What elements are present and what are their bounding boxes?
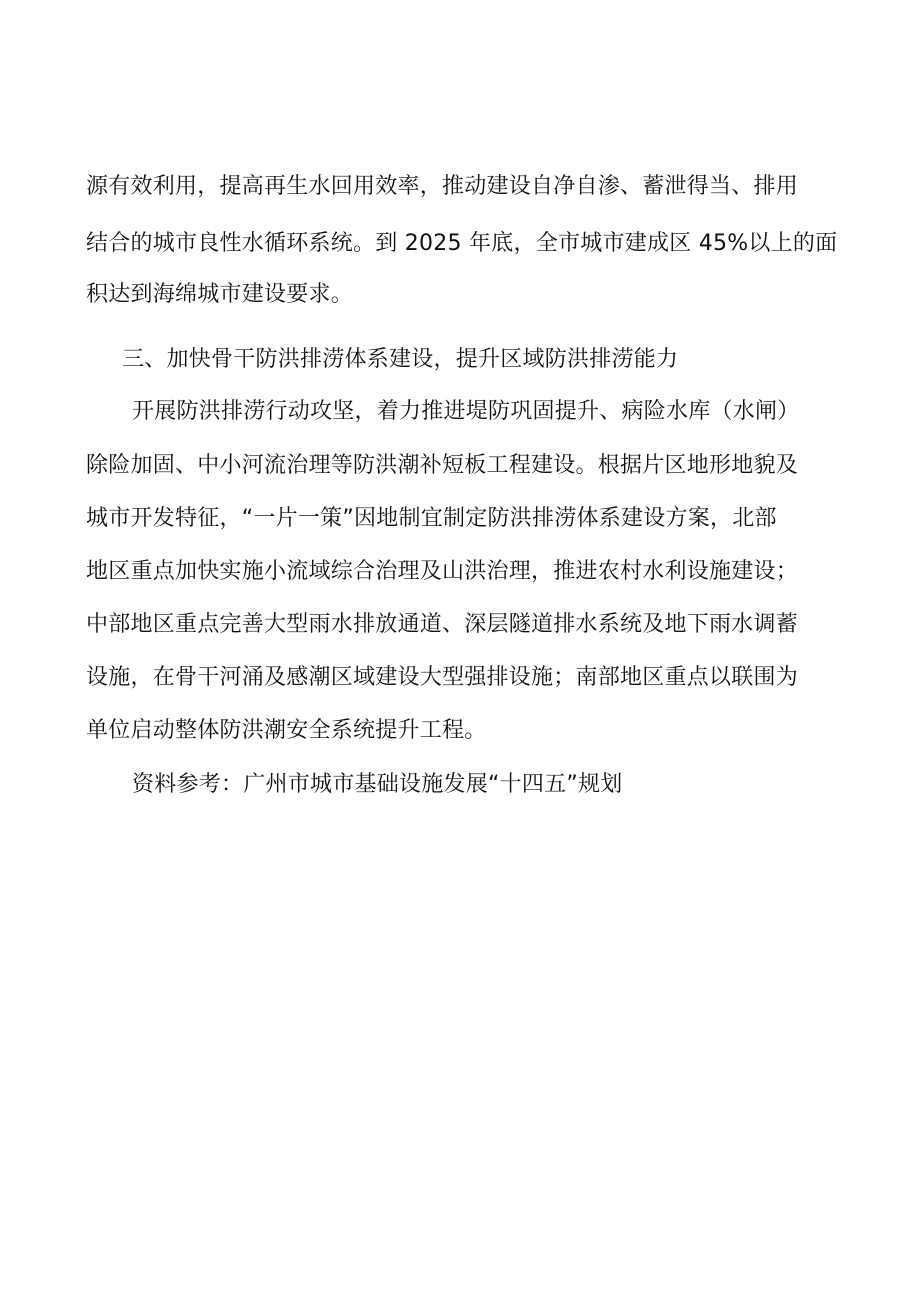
paragraph-line: 中部地区重点完善大型雨水排放通道、深层隧道排水系统及地下雨水调蓄 [86,612,799,637]
paragraph-line: 地区重点加快实施小流域综合治理及山洪治理，推进农村水利设施建设； [86,559,799,584]
paragraph-line: 积达到海绵城市建设要求。 [86,282,354,307]
paragraph-line: 除险加固、中小河流治理等防洪潮补短板工程建设。根据片区地形地貌及 [86,453,799,478]
paragraph-line: 源有效利用，提高再生水回用效率，推动建设自净自渗、蓄泄得当、排用 [86,174,799,199]
paragraph-line: 设施，在骨干河涌及感潮区域建设大型强排设施；南部地区重点以联围为 [86,665,799,690]
reference-note: 资料参考：广州市城市基础设施发展“十四五”规划 [132,772,623,797]
paragraph-line: 城市开发特征，“一片一策”因地制宜制定防洪排涝体系建设方案，北部 [86,506,777,531]
paragraph-line: 开展防洪排涝行动攻坚，着力推进堤防巩固提升、病险水库（水闸） [132,399,800,424]
section-heading: 三、加快骨干防洪排涝体系建设，提升区域防洪排涝能力 [122,347,679,372]
paragraph-line: 单位启动整体防洪潮安全系统提升工程。 [86,718,487,743]
paragraph-line: 结合的城市良性水循环系统。到 2025 年底，全市城市建成区 45%以上的面 [86,231,838,256]
